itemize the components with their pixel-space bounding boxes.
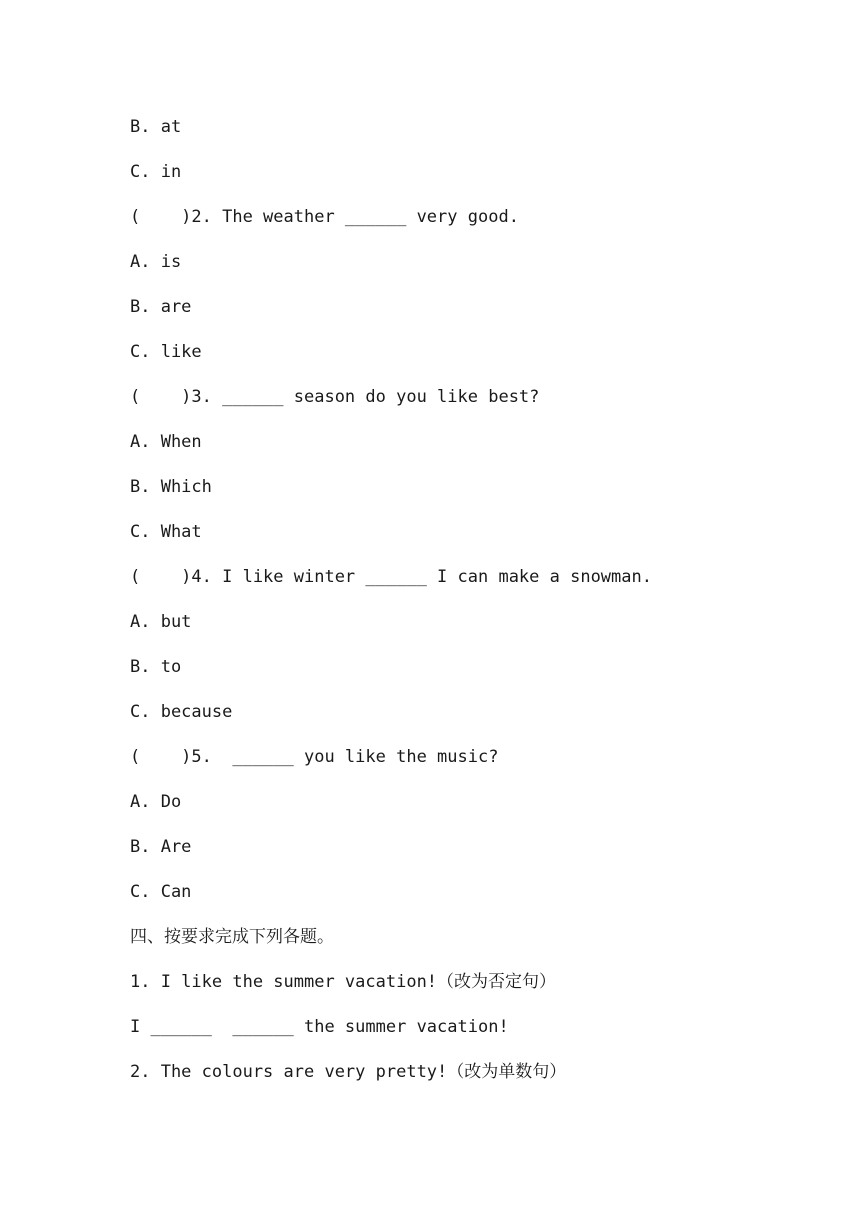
option-line: A. When (130, 432, 202, 452)
question-line: ( )4. I like winter ______ I can make a snowman. (130, 567, 652, 587)
task-line: 2. The colours are very pretty!（改为单数句） (130, 1062, 567, 1082)
option-line: B. to (130, 657, 182, 677)
option-line: C. Can (130, 882, 192, 902)
question-line: ( )2. The weather ______ very good. (130, 207, 519, 227)
option-line: B. Which (130, 477, 212, 497)
task-answer-line: I ______ ______ the summer vacation! (130, 1017, 509, 1037)
option-line: C. in (130, 162, 182, 182)
option-line: C. What (130, 522, 202, 542)
option-line: A. but (130, 612, 192, 632)
option-line: C. because (130, 702, 233, 722)
section-heading: 四、按要求完成下列各题。 (130, 927, 334, 947)
option-line: A. Do (130, 792, 182, 812)
option-line: C. like (130, 342, 202, 362)
option-line: B. are (130, 297, 192, 317)
question-line: ( )3. ______ season do you like best? (130, 387, 540, 407)
task-line: 1. I like the summer vacation!（改为否定句） (130, 972, 557, 992)
question-line: ( )5. ______ you like the music? (130, 747, 499, 767)
option-line: A. is (130, 252, 182, 272)
option-line: B. at (130, 117, 182, 137)
option-line: B. Are (130, 837, 192, 857)
